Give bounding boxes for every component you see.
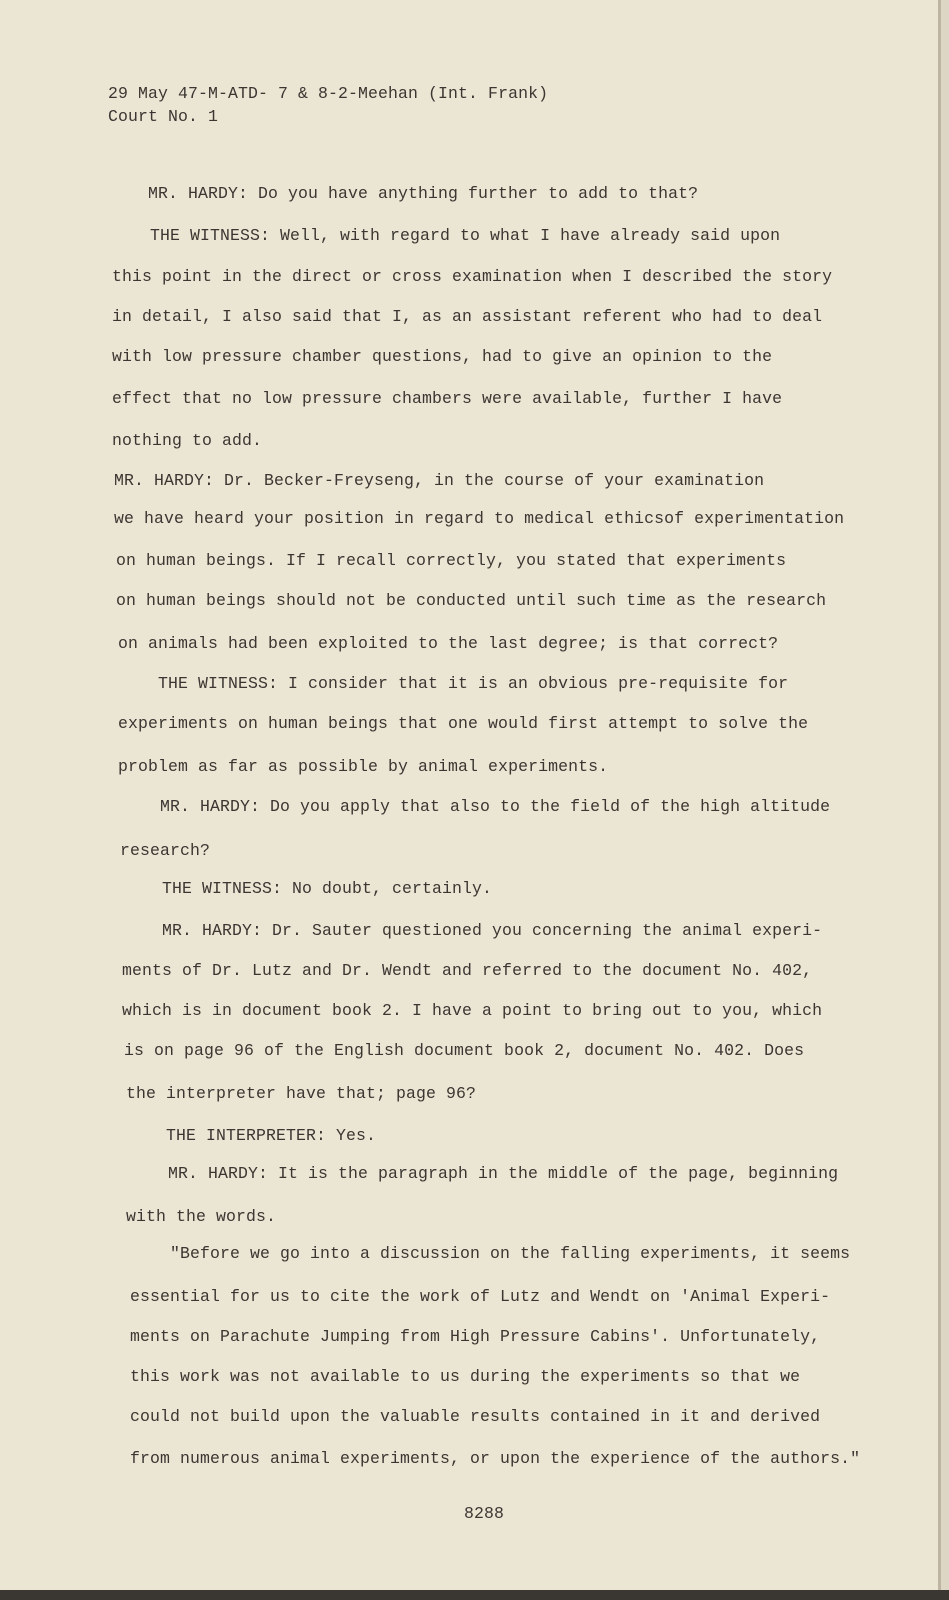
transcript-line: could not build upon the valuable results contained in it and derived: [130, 1407, 821, 1426]
transcript-line: this work was not available to us during the experiments so that we: [130, 1367, 801, 1386]
transcript-line: MR. HARDY: Dr. Sauter questioned you concerning the animal experi-: [162, 921, 823, 940]
transcript-line: on animals had been exploited to the last degree; is that correct?: [118, 634, 779, 653]
transcript-line: nothing to add.: [112, 431, 263, 450]
transcript-line: ments on Parachute Jumping from High Pressure Cabins'. Unfortunately,: [130, 1327, 821, 1346]
transcript-line: effect that no low pressure chambers were available, further I have: [112, 389, 783, 408]
transcript-line: "Before we go into a discussion on the falling experiments, it seems: [170, 1244, 851, 1263]
transcript-line: ments of Dr. Lutz and Dr. Wendt and referred to the document No. 402,: [122, 961, 813, 980]
transcript-line: THE INTERPRETER: Yes.: [166, 1126, 377, 1145]
transcript-line: THE WITNESS: I consider that it is an obvious pre-requisite for: [158, 674, 789, 693]
transcript-line: in detail, I also said that I, as an assistant referent who had to deal: [112, 307, 823, 326]
header-line-1: 29 May 47-M-ATD- 7 & 8-2-Meehan (Int. Frank): [108, 84, 549, 103]
transcript-line: with low pressure chamber questions, had to give an opinion to the: [112, 347, 773, 366]
transcript-line: essential for us to cite the work of Lutz and Wendt on 'Animal Experi-: [130, 1287, 831, 1306]
transcript-line: MR. HARDY: It is the paragraph in the middle of the page, beginning: [168, 1164, 839, 1183]
transcript-line: MR. HARDY: Do you apply that also to the field of the high altitude: [160, 797, 831, 816]
transcript-line: MR. HARDY: Do you have anything further to add to that?: [148, 184, 699, 203]
page-number: 8288: [464, 1504, 505, 1523]
transcript-line: we have heard your position in regard to medical ethicsof experimentation: [114, 509, 845, 528]
header-line-2: Court No. 1: [108, 107, 219, 126]
transcript-line: THE WITNESS: No doubt, certainly.: [162, 879, 493, 898]
transcript-line: on human beings. If I recall correctly, you stated that experiments: [116, 551, 787, 570]
transcript-line: this point in the direct or cross examination when I described the story: [112, 267, 833, 286]
transcript-line: MR. HARDY: Dr. Becker-Freyseng, in the course of your examination: [114, 471, 765, 490]
transcript-line: which is in document book 2. I have a point to bring out to you, which: [122, 1001, 823, 1020]
transcript-line: on human beings should not be conducted until such time as the research: [116, 591, 827, 610]
transcript-line: problem as far as possible by animal experiments.: [118, 757, 609, 776]
transcript-line: experiments on human beings that one would first attempt to solve the: [118, 714, 809, 733]
transcript-line: is on page 96 of the English document book 2, document No. 402. Does: [124, 1041, 805, 1060]
transcript-line: THE WITNESS: Well, with regard to what I have already said upon: [150, 226, 781, 245]
transcript-line: research?: [120, 841, 211, 860]
scan-edge: [0, 1590, 949, 1600]
transcript-line: from numerous animal experiments, or upon the experience of the authors.": [130, 1449, 861, 1468]
transcript-line: with the words.: [126, 1207, 277, 1226]
transcript-line: the interpreter have that; page 96?: [126, 1084, 477, 1103]
